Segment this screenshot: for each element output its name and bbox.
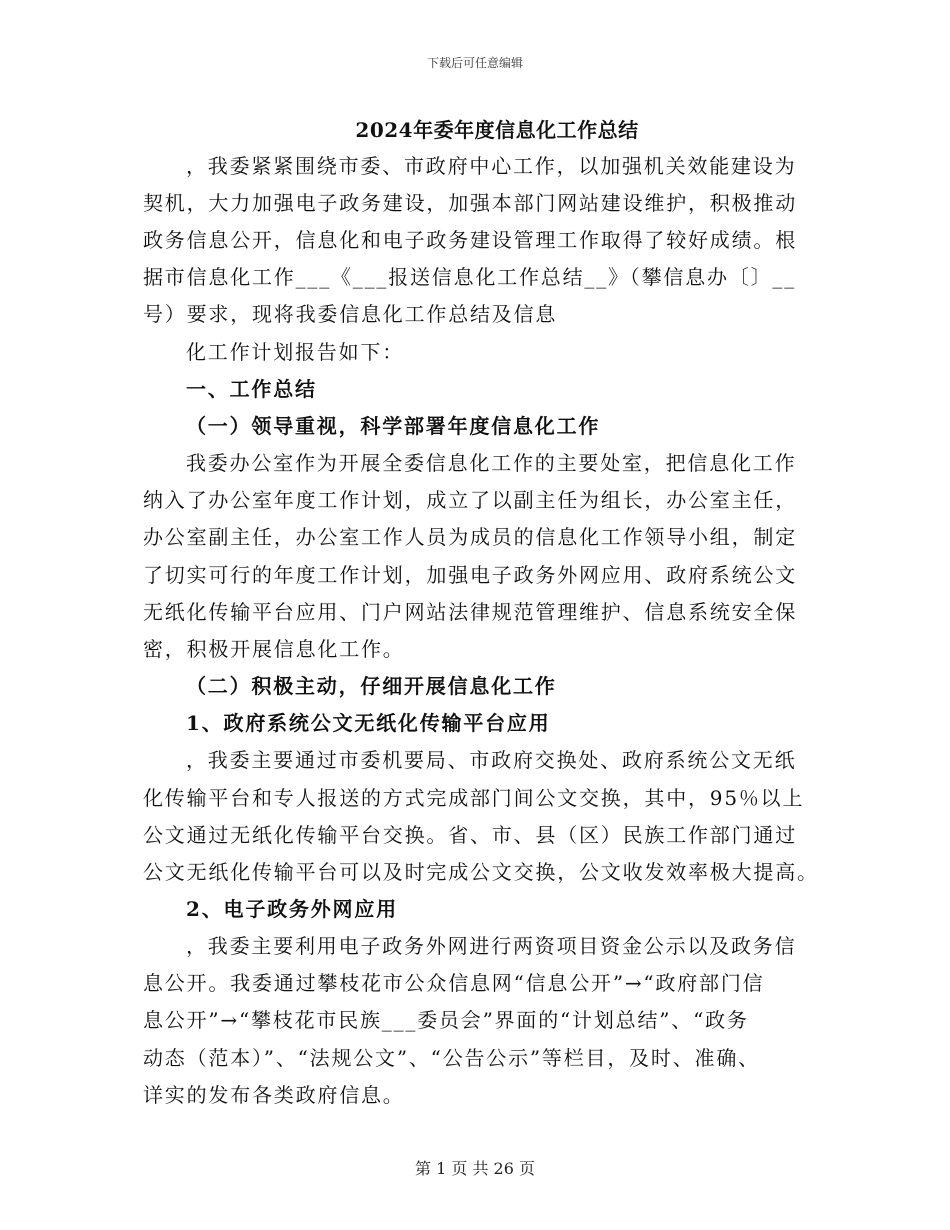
- paragraph-line: ，我委主要通过市委机要局、市政府交换处、政府系统公文无纸: [186, 748, 797, 772]
- paragraph-line: 办公室副主任，办公室工作人员为成员的信息化工作领导小组，制定: [143, 525, 797, 549]
- paragraph-line: 化传输平台和专人报送的方式完成部门间公文交换，其中，95％以上: [143, 786, 805, 810]
- page-header: 下载后可任意编辑: [426, 56, 523, 70]
- subsection-heading: （一）领导重视，科学部署年度信息化工作: [186, 414, 601, 438]
- paragraph-line: 我委办公室作为开展全委信息化工作的主要处室，把信息化工作: [186, 451, 797, 475]
- item-heading: 1、政府系统公文无纸化传输平台应用: [186, 711, 551, 735]
- page-footer: 第 1 页 共 26 页: [415, 1159, 535, 1178]
- paragraph-line: 公文通过无纸化传输平台交换。省、市、县（区）民族工作部门通过: [143, 823, 797, 847]
- paragraph-line: 密，积极开展信息化工作。: [143, 637, 405, 661]
- paragraph-line: 契机，大力加强电子政务建设，加强本部门网站建设维护，积极推动: [143, 191, 797, 215]
- paragraph-line: 据市信息化工作___《___报送信息化工作总结__》（攀信息办〔〕__: [143, 265, 796, 289]
- subsection-heading: （二）积极主动，仔细开展信息化工作: [186, 674, 557, 698]
- item-heading: 2、电子政务外网应用: [186, 897, 398, 921]
- paragraph-line: 化工作计划报告如下：: [186, 340, 404, 364]
- section-heading: 一、工作总结: [186, 377, 317, 401]
- paragraph-line: 详实的发布各类政府信息。: [143, 1083, 405, 1107]
- document-title: 2024年委年度信息化工作总结: [355, 118, 639, 142]
- paragraph-line: 公文无纸化传输平台可以及时完成公文交换，公文收发效率极大提高。: [143, 860, 819, 884]
- paragraph-line: 政务信息公开，信息化和电子政务建设管理工作取得了较好成绩。根: [143, 228, 797, 252]
- paragraph-line: 息公开。我委通过攀枝花市公众信息网“信息公开”→“政府部门信: [143, 971, 765, 995]
- paragraph-line: 无纸化传输平台应用、门户网站法律规范管理维护、信息系统安全保: [143, 600, 797, 624]
- paragraph-line: 了切实可行的年度工作计划，加强电子政务外网应用、政府系统公文: [143, 563, 797, 587]
- paragraph-line: 动态（范本）”、“法规公文”、“公告公示”等栏目，及时、准确、: [143, 1046, 760, 1070]
- paragraph-line: ，我委紧紧围绕市委、市政府中心工作，以加强机关效能建设为: [186, 154, 797, 178]
- paragraph-line: 纳入了办公室年度工作计划，成立了以副主任为组长，办公室主任，: [143, 488, 797, 512]
- paragraph-line: 息公开”→“攀枝花市民族___委员会”界面的“计划总结”、“政务: [143, 1008, 749, 1032]
- paragraph-line: ，我委主要利用电子政务外网进行两资项目资金公示以及政务信: [186, 934, 797, 958]
- paragraph-line: 号）要求，现将我委信息化工作总结及信息: [143, 302, 558, 326]
